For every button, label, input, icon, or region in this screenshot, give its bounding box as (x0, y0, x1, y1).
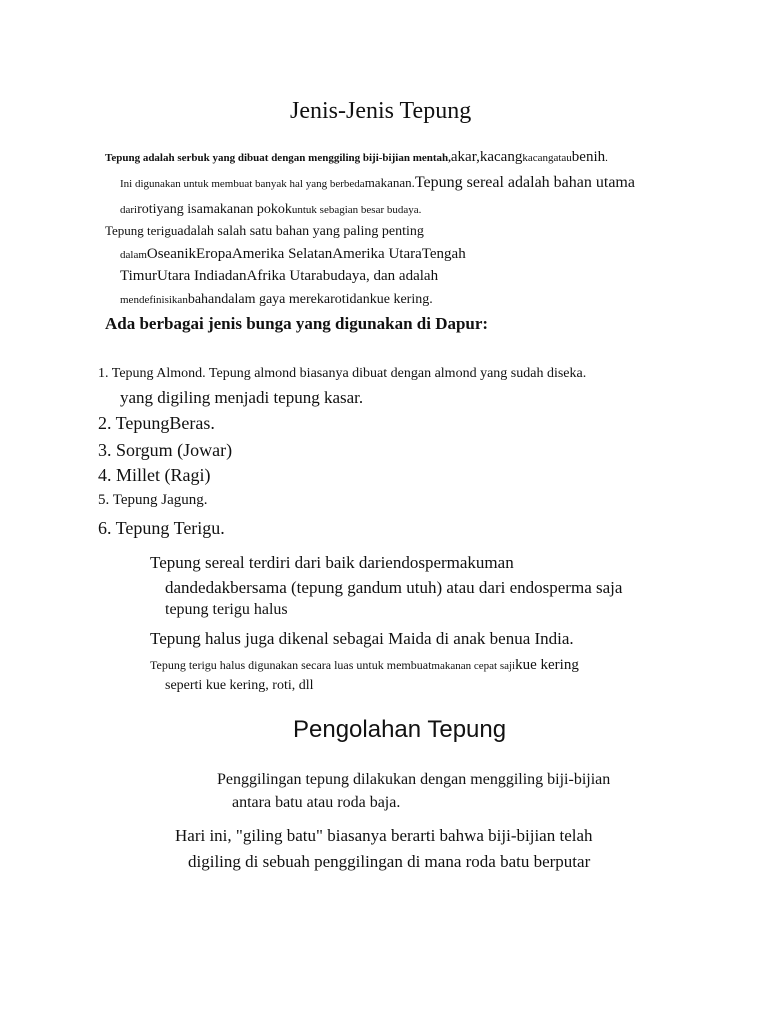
list-item-1-line-2: yang digiling menjadi tepung kasar. (120, 388, 364, 407)
bullet-5-line-2: digiling di sebuah penggilingan di mana roda batu berputar (188, 852, 591, 871)
bullet-2: Tepung halus juga dikenal sebagai Maida di anak benua India. (150, 629, 574, 648)
bullet-4-line-1: Penggilingan tepung dilakukan dengan menggiling biji-bijian (217, 771, 611, 788)
list-item-3: 3. Sorgum (Jowar) (98, 440, 233, 460)
list-item-6: 6. Tepung Terigu. (98, 518, 225, 538)
bullet-3-line-1: Tepung terigu halus digunakan secara luas untuk membuatmakanan cepat sajikue kering (150, 657, 579, 673)
paragraph-1-line-1: Tepung adalah serbuk yang dibuat dengan menggiling biji-bijian mentah,akar,kacangkacangataubenih. (105, 149, 608, 165)
bullet-5-line-1: Hari ini, "giling batu" biasanya berarti bahwa biji-bijian telah (175, 826, 593, 845)
bullet-1-line-2: dandedakbersama (tepung gandum utuh) atau dari endosperma saja (165, 578, 623, 597)
bullet-1-line-1: Tepung sereal terdiri dari baik dariendospermakuman (150, 553, 514, 572)
list-item-2: 2. TepungBeras. (98, 413, 215, 433)
list-item-1-line-1: 1. Tepung Almond. Tepung almond biasanya dibuat dengan almond yang sudah diseka. (98, 366, 587, 381)
paragraph-2-line-3: TimurUtara IndiadanAfrika Utarabudaya, dan adalah (120, 268, 439, 284)
paragraph-3: Ada berbagai jenis bunga yang digunakan di Dapur: (105, 314, 489, 333)
list-item-4: 4. Millet (Ragi) (98, 465, 211, 485)
list-item-5: 5. Tepung Jagung. (98, 492, 208, 508)
bullet-3-line-2: seperti kue kering, roti, dll (165, 678, 314, 693)
page-title: Jenis-Jenis Tepung (290, 98, 472, 124)
section-heading: Pengolahan Tepung (293, 716, 507, 743)
paragraph-2-line-2: dalamOseanikEropaAmerika SelatanAmerika UtaraTengah (120, 246, 466, 262)
paragraph-2-line-4: mendefinisikanbahandalam gaya merekarotidankue kering. (120, 292, 433, 307)
bullet-4-line-2: antara batu atau roda baja. (232, 794, 401, 811)
paragraph-1-line-3: darirotiyang isamakanan pokokuntuk sebagian besar budaya. (120, 202, 422, 217)
paragraph-2-line-1: Tepung teriguadalah salah satu bahan yang paling penting (105, 223, 424, 239)
bullet-1-line-3: tepung terigu halus (165, 601, 288, 618)
paragraph-1-line-2: Ini digunakan untuk membuat banyak hal yang berbedamakanan.Tepung sereal adalah bahan utama (120, 174, 635, 191)
